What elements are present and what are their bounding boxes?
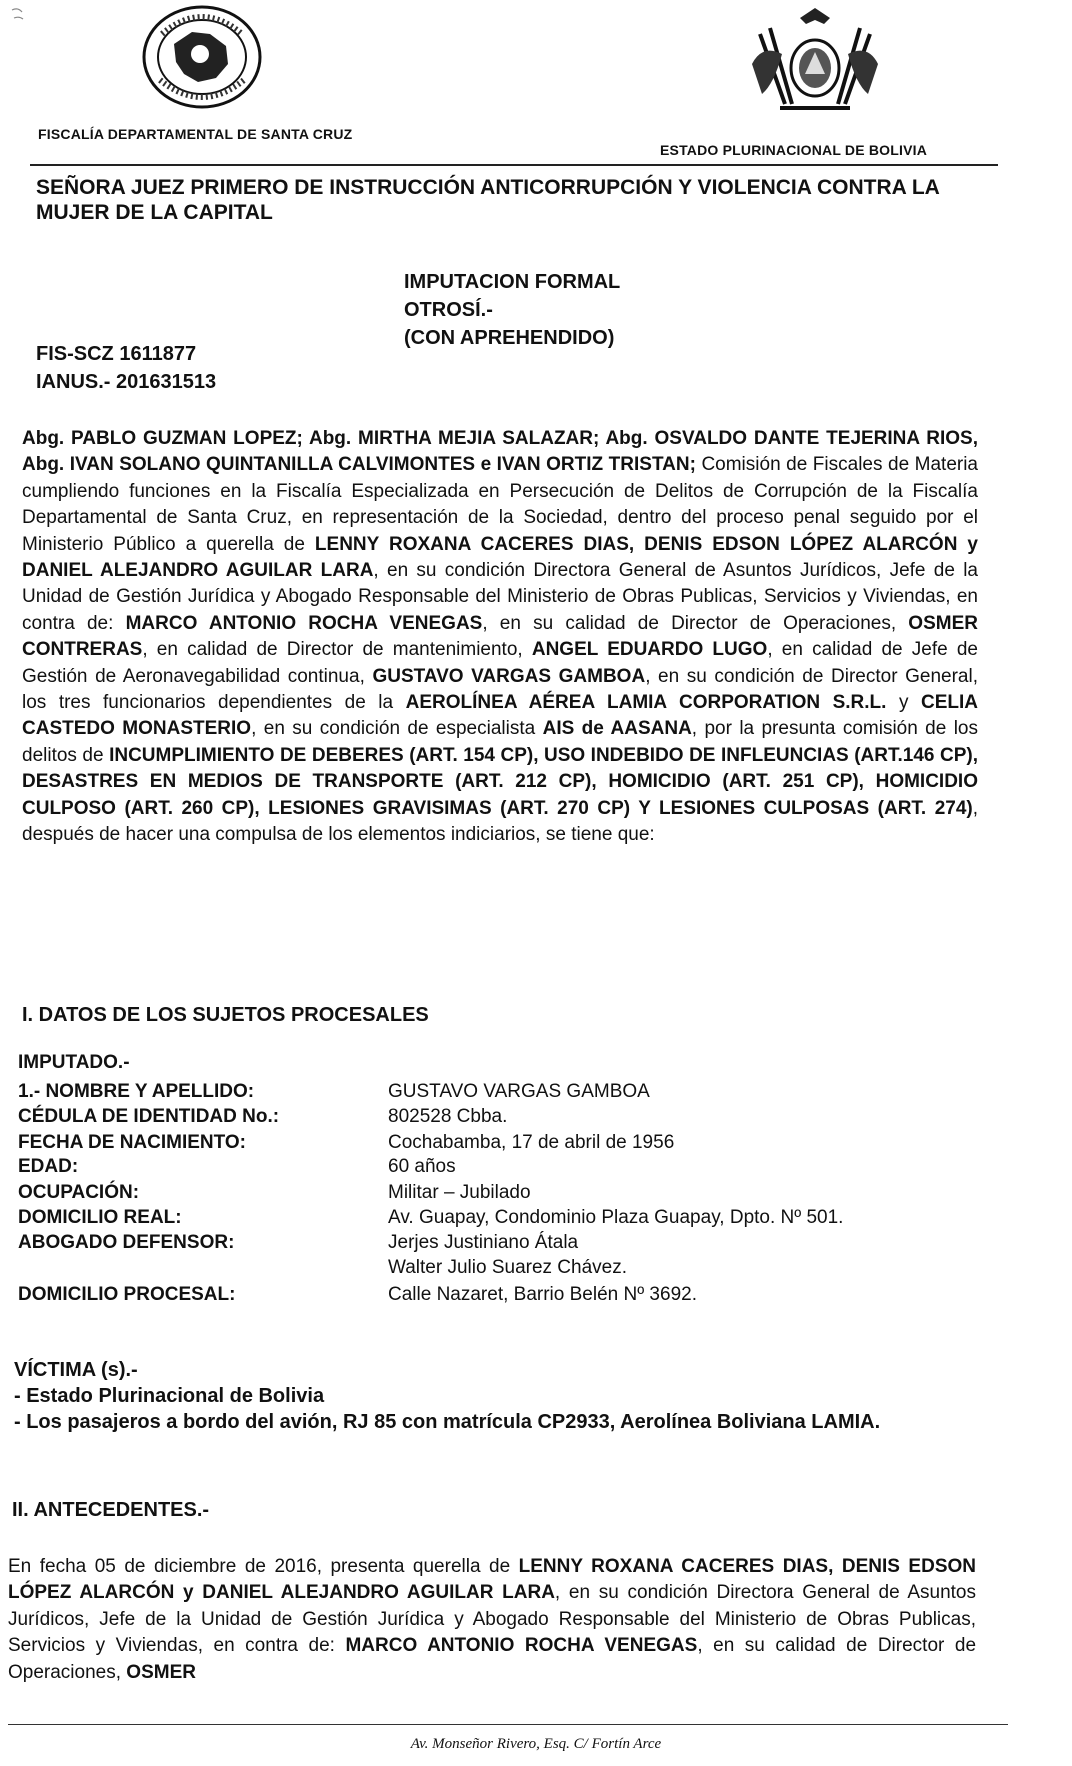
field-value: Jerjes Justiniano Átala <box>388 1232 579 1253</box>
document-type-line: OTROSÍ.- <box>404 299 493 321</box>
victims-block <box>14 1357 980 1435</box>
text-run: , en su condición de Director General, los tres funcionarios dependientes de la <box>22 665 978 714</box>
section-2-title: II. ANTECEDENTES.- <box>12 1499 210 1521</box>
case-number: IANUS.- 201631513 <box>36 371 217 393</box>
field-label: CÉDULA DE IDENTIDAD No.: <box>18 1106 280 1127</box>
field-label: DOMICILIO REAL: <box>18 1207 182 1228</box>
field-label: ABOGADO DEFENSOR: <box>18 1232 235 1253</box>
intro-paragraph <box>22 426 978 849</box>
field-row <box>18 1206 978 1230</box>
text-run: , en su condición Directora General de Asuntos Jurídicos, Jefe de la Unidad de Gestión Jurídica y Abogado Responsable del Ministerio de Obras Publicas, Servicios y Viviendas, en contra de: <box>22 560 979 634</box>
field-row <box>18 1105 978 1129</box>
field-row <box>18 1181 978 1205</box>
text-run: CELIA CASTEDO MONASTERIO <box>22 692 979 740</box>
text-run: AIS de AASANA <box>542 718 692 740</box>
document-type-line: (CON APREHENDIDO) <box>404 327 615 349</box>
field-label: EDAD: <box>18 1156 79 1177</box>
text-run: , en calidad de Director de mantenimiento, <box>142 639 532 661</box>
field-value: Calle Nazaret, Barrio Belén Nº 3692. <box>388 1284 697 1305</box>
footer-address: Av. Monseñor Rivero, Esq. C/ Fortín Arce <box>410 1736 662 1752</box>
text-run: MARCO ANTONIO ROCHA VENEGAS <box>345 1635 698 1657</box>
right-organization: ESTADO PLURINACIONAL DE BOLIVIA <box>660 142 928 158</box>
text-run: ANGEL EDUARDO LUGO <box>531 639 768 661</box>
margin-mark-icon <box>8 6 38 28</box>
text-run: INCUMPLIMIENTO DE DEBERES (ART. 154 CP), USO INDEBIDO DE INFLEUNCIAS (ART.146 CP), DESASTRES EN MEDIOS DE TRANSPORTE (ART. 212 CP), HOMICIDIO (ART. 251 CP), HOMICIDIO CULPOSO (ART. 260 CP), LESIONES GRAVISIMAS (ART. 270 CP) Y LESIONES CULPOSAS (ART. 274) <box>22 744 978 819</box>
text-run: En fecha 05 de diciembre de 2016, presenta querella de <box>8 1556 519 1577</box>
text-run: , en calidad de Jefe de Gestión de Aeronavegabilidad continua, <box>22 639 978 687</box>
text-run: , en su calidad de Director de Operaciones, <box>482 612 909 634</box>
text-run: AEROLÍNEA AÉREA LAMIA CORPORATION S.R.L. <box>405 692 887 714</box>
text-run: y <box>886 692 922 714</box>
field-label: FECHA DE NACIMIENTO: <box>18 1132 246 1153</box>
text-run: , en su condición Directora General de Asuntos Jurídicos, Jefe de la Unidad de Gestión Jurídica y Abogado Responsable del Ministerio de Obras Publicas, Servicios y Viviendas, en contra de: <box>8 1582 976 1657</box>
field-value: Cochabamba, 17 de abril de 1956 <box>388 1132 675 1153</box>
field-label: OCUPACIÓN: <box>18 1182 140 1203</box>
case-number: FIS-SCZ 1611877 <box>36 343 197 365</box>
document-type-line: IMPUTACION FORMAL <box>404 271 621 293</box>
ministerio-publico-seal-icon <box>140 4 264 110</box>
field-row <box>18 1256 978 1280</box>
text-run: OSMER <box>126 1661 196 1683</box>
text-run: , en su condición de especialista <box>251 718 543 740</box>
field-value: Av. Guapay, Condominio Plaza Guapay, Dpto. Nº 501. <box>388 1207 844 1228</box>
field-row <box>18 1080 978 1104</box>
field-value: Militar – Jubilado <box>388 1182 531 1203</box>
imputado-label: IMPUTADO.- <box>18 1052 130 1073</box>
victims-label: VÍCTIMA (s).- <box>14 1359 138 1381</box>
text-run: Abg. PABLO GUZMAN LOPEZ; Abg. MIRTHA MEJIA SALAZAR; Abg. OSVALDO DANTE TEJERINA RIOS, Abg. IVAN SOLANO QUINTANILLA CALVIMONTES e IVAN ORTIZ TRISTAN; <box>22 428 978 476</box>
addressee: SEÑORA JUEZ PRIMERO DE INSTRUCCIÓN ANTICORRUPCIÓN Y VIOLENCIA CONTRA LA MUJER DE LA CAPITAL <box>36 176 940 224</box>
text-run: , en su calidad de Director de Operaciones, <box>8 1635 977 1683</box>
text-run: LENNY ROXANA CACERES DIAS, DENIS EDSON LÓPEZ ALARCÓN y DANIEL ALEJANDRO AGUILAR LARA <box>22 533 979 582</box>
section-1-title: I. DATOS DE LOS SUJETOS PROCESALES <box>22 1004 429 1026</box>
text-run: , después de hacer una compulsa de los elementos indiciarios, se tiene que: <box>22 797 978 846</box>
text-run: OSMER CONTRERAS <box>22 612 978 661</box>
field-value: GUSTAVO VARGAS GAMBOA <box>388 1081 650 1102</box>
text-run: , por la presunta comisión de los delitos de <box>22 718 978 766</box>
field-row <box>18 1283 978 1307</box>
text-run: LENNY ROXANA CACERES DIAS, DENIS EDSON LÓPEZ ALARCÓN y DANIEL ALEJANDRO AGUILAR LARA <box>8 1556 976 1604</box>
case-numbers <box>36 340 216 396</box>
header-divider <box>30 164 998 166</box>
document-type <box>404 268 620 352</box>
field-row <box>18 1231 978 1255</box>
victim-item: - Los pasajeros a bordo del avión, RJ 85 con matrícula CP2933, Aerolínea Boliviana LAMIA. <box>14 1411 881 1433</box>
bolivia-coat-of-arms-icon <box>740 4 890 122</box>
field-row <box>18 1131 978 1155</box>
text-run: MARCO ANTONIO ROCHA VENEGAS <box>125 612 483 634</box>
field-label: DOMICILIO PROCESAL: <box>18 1284 236 1305</box>
left-organization: FISCALÍA DEPARTAMENTAL DE SANTA CRUZ <box>38 126 353 142</box>
field-value: 60 años <box>388 1156 456 1177</box>
field-row <box>18 1155 978 1179</box>
field-label: 1.- NOMBRE Y APELLIDO: <box>18 1081 255 1102</box>
field-value: Walter Julio Suarez Chávez. <box>388 1257 628 1278</box>
field-value: 802528 Cbba. <box>388 1106 508 1127</box>
text-run: GUSTAVO VARGAS GAMBOA <box>372 665 646 687</box>
antecedentes-paragraph <box>8 1554 976 1686</box>
victim-item: - Estado Plurinacional de Bolivia <box>14 1385 325 1407</box>
text-run: Comisión de Fiscales de Materia cumpliendo funciones en la Fiscalía Especializada en Persecución de Delitos de Corrupción de la Fiscalía Departamental de Santa Cruz, en representación de la Sociedad, dentro del proceso penal seguido por el Ministerio Público a querella de <box>22 454 979 555</box>
footer-divider <box>8 1724 1008 1725</box>
